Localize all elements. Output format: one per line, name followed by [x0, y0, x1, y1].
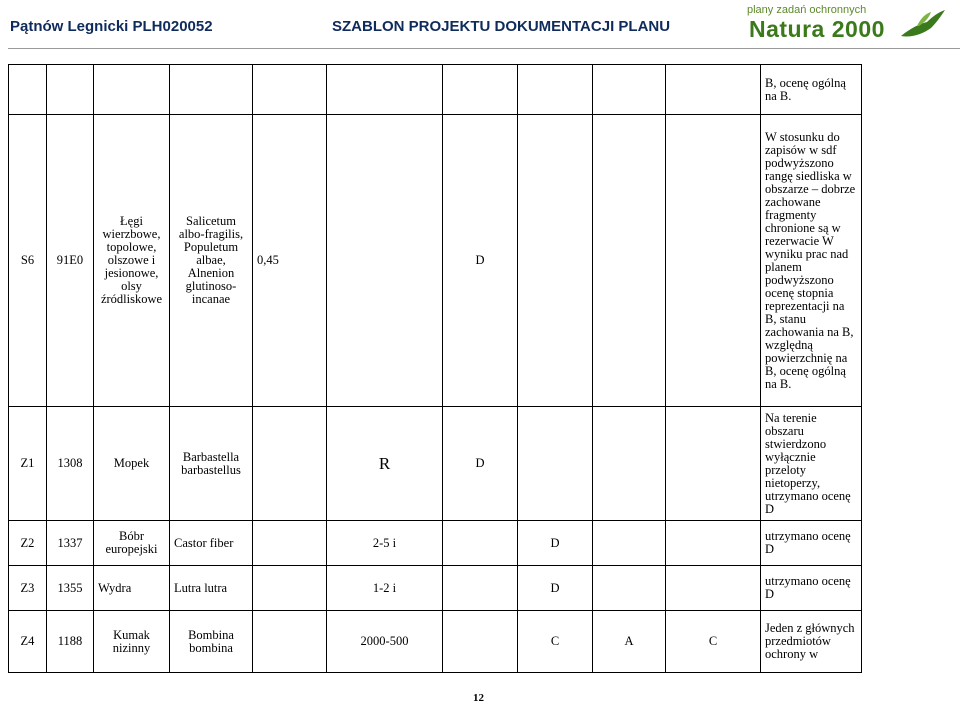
row-value-2 [327, 115, 443, 407]
page-number: 12 [473, 692, 484, 704]
row-latin-name: Barbastella barbastellus [170, 407, 253, 521]
table-row [9, 407, 862, 521]
row-value-3: D [518, 521, 593, 566]
row-value-2: R [327, 407, 443, 521]
table-row [9, 521, 862, 566]
row-code: Z3 [9, 566, 47, 611]
row-value-4: A [593, 611, 666, 673]
header-divider [8, 48, 960, 49]
logo-subtitle: plany zadań ochronnych [747, 4, 867, 16]
row-latin-name: Castor fiber [170, 521, 253, 566]
row-note: utrzymano ocenę D [761, 521, 862, 566]
row-code: S6 [9, 115, 47, 407]
row-number: 1355 [47, 566, 94, 611]
row-code: Z4 [9, 611, 47, 673]
bird-icon [897, 6, 947, 44]
row-latin-name: Bombina bombina [170, 611, 253, 673]
row-latin-name: Salicetum albo-fragilis, Populetum albae, Alnenion glutinoso-incanae [170, 115, 253, 407]
row-note: utrzymano ocenę D [761, 566, 862, 611]
row-value-3: C [518, 611, 593, 673]
top-fragment-note: B, ocenę ogólną na B. [761, 65, 862, 115]
row-note: W stosunku do zapisów w sdf podwyższono rangę siedliska w obszarze – dobrze zachowane fragmenty chronione są w rezerwacie W wyniku prac nad planem podwyższono ocenę stopnia reprezentacji na B, stanu zachowania na B, względną powierzchnię na B, ocenę ogólną na B. [761, 115, 862, 407]
table-row [9, 65, 862, 115]
row-value-1: 1-2 i [327, 566, 443, 611]
row-value-6 [666, 115, 761, 407]
row-latin-name: Lutra lutra [170, 566, 253, 611]
row-number: 1337 [47, 521, 94, 566]
row-value-5 [593, 115, 666, 407]
row-value-4 [518, 115, 593, 407]
row-name: Wydra [94, 566, 170, 611]
row-value-3: D [443, 115, 518, 407]
natura-2000-logo [735, 2, 955, 48]
row-code: Z2 [9, 521, 47, 566]
table-row [9, 611, 862, 673]
logo-title: Natura 2000 [749, 16, 885, 42]
row-code: Z1 [9, 407, 47, 521]
row-value-3: D [518, 566, 593, 611]
row-number: 1188 [47, 611, 94, 673]
row-number: 91E0 [47, 115, 94, 407]
row-note: Na terenie obszaru stwierdzono wyłącznie przeloty nietoperzy, utrzymano ocenę D [761, 407, 862, 521]
row-value-5: C [666, 611, 761, 673]
row-note: Jeden z głównych przedmiotów ochrony w [761, 611, 862, 673]
row-value-1 [253, 407, 327, 521]
row-value-1: 2-5 i [327, 521, 443, 566]
row-name: Mopek [94, 407, 170, 521]
row-name: Bóbr europejski [94, 521, 170, 566]
row-value-5 [593, 407, 666, 521]
row-value-1: 0,45 [253, 115, 327, 407]
table-row [9, 566, 862, 611]
row-value-4 [518, 407, 593, 521]
document-header-title: SZABLON PROJEKTU DOKUMENTACJI PLANU [332, 18, 671, 35]
document-header-left: Pątnów Legnicki PLH020052 [10, 18, 213, 35]
row-value-3: D [443, 407, 518, 521]
row-value-6 [666, 407, 761, 521]
row-name: Kumak nizinny [94, 611, 170, 673]
row-number: 1308 [47, 407, 94, 521]
data-table [8, 64, 862, 673]
row-value-1: 2000-500 [327, 611, 443, 673]
row-name: Łęgi wierzbowe, topolowe, olszowe i jesionowe, olsy źródliskowe [94, 115, 170, 407]
table-row [9, 115, 862, 407]
